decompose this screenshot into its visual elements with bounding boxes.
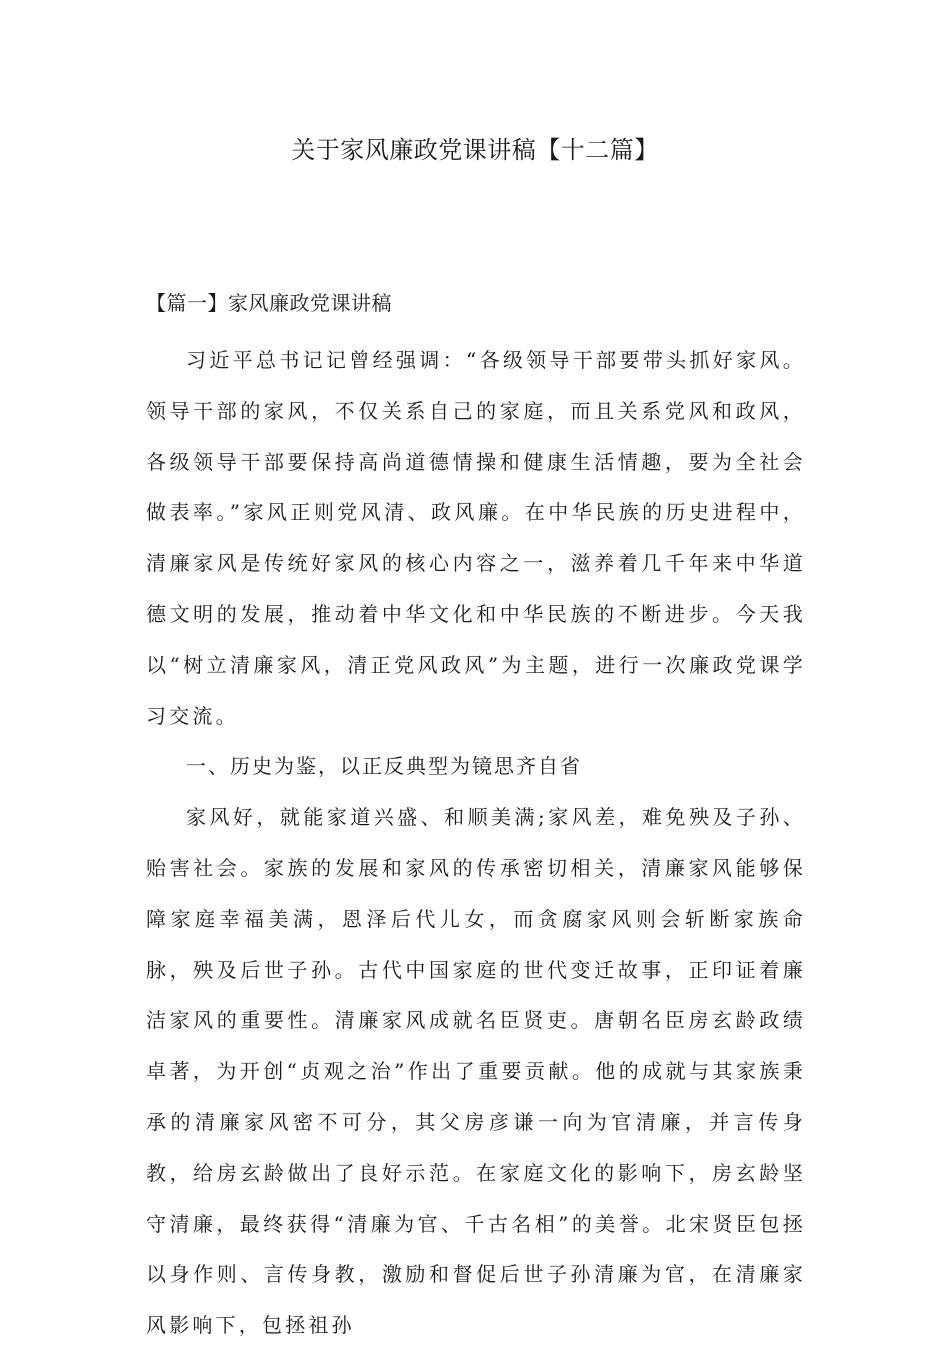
subsection-heading: 一、历史为鉴，以正反典型为镜思齐自省 [186, 754, 582, 779]
document-body [146, 286, 806, 1351]
paragraph-intro: 习近平总书记记曾经强调：“各级领导干部要带头抓好家风。领导干部的家风，不仅关系自己的家庭，而且关系党风和政风，各级领导干部要保持高尚道德情操和健康生活情趣，要为全社会做表率。”家风正则党风清、政风廉。在中华民族的历史进程中，清廉家风是传统好家风的核心内容之一，滋养着几千年来中华道德文明的发展，推动着中华文化和中华民族的不断进步。今天我以“树立清廉家风，清正党风政风”为主题，进行一次廉政党课学习交流。 [146, 348, 806, 728]
paragraph-history: 家风好，就能家道兴盛、和顺美满;家风差，难免殃及子孙、贻害社会。家族的发展和家风的传承密切相关，清廉家风能够保障家庭幸福美满，恩泽后代儿女，而贪腐家风则会斩断家族命脉，殃及后世子孙。古代中国家庭的世代变迁故事，正印证着廉洁家风的重要性。清廉家风成就名臣贤吏。唐朝名臣房玄龄政绩卓著，为开创“贞观之治”作出了重要贡献。他的成就与其家族秉承的清廉家风密不可分，其父房彦谦一向为官清廉，并言传身教，给房玄龄做出了良好示范。在家庭文化的影响下，房玄龄坚守清廉，最终获得“清廉为官、千古名相”的美誉。北宋贤臣包拯以身作则、言传身教，激励和督促后世子孙清廉为官，在清廉家风影响下，包拯祖孙 [146, 805, 806, 1338]
section-heading: 【篇一】家风廉政党课讲稿 [146, 291, 392, 315]
document-title: 关于家风廉政党课讲稿【十二篇】 [291, 136, 659, 164]
